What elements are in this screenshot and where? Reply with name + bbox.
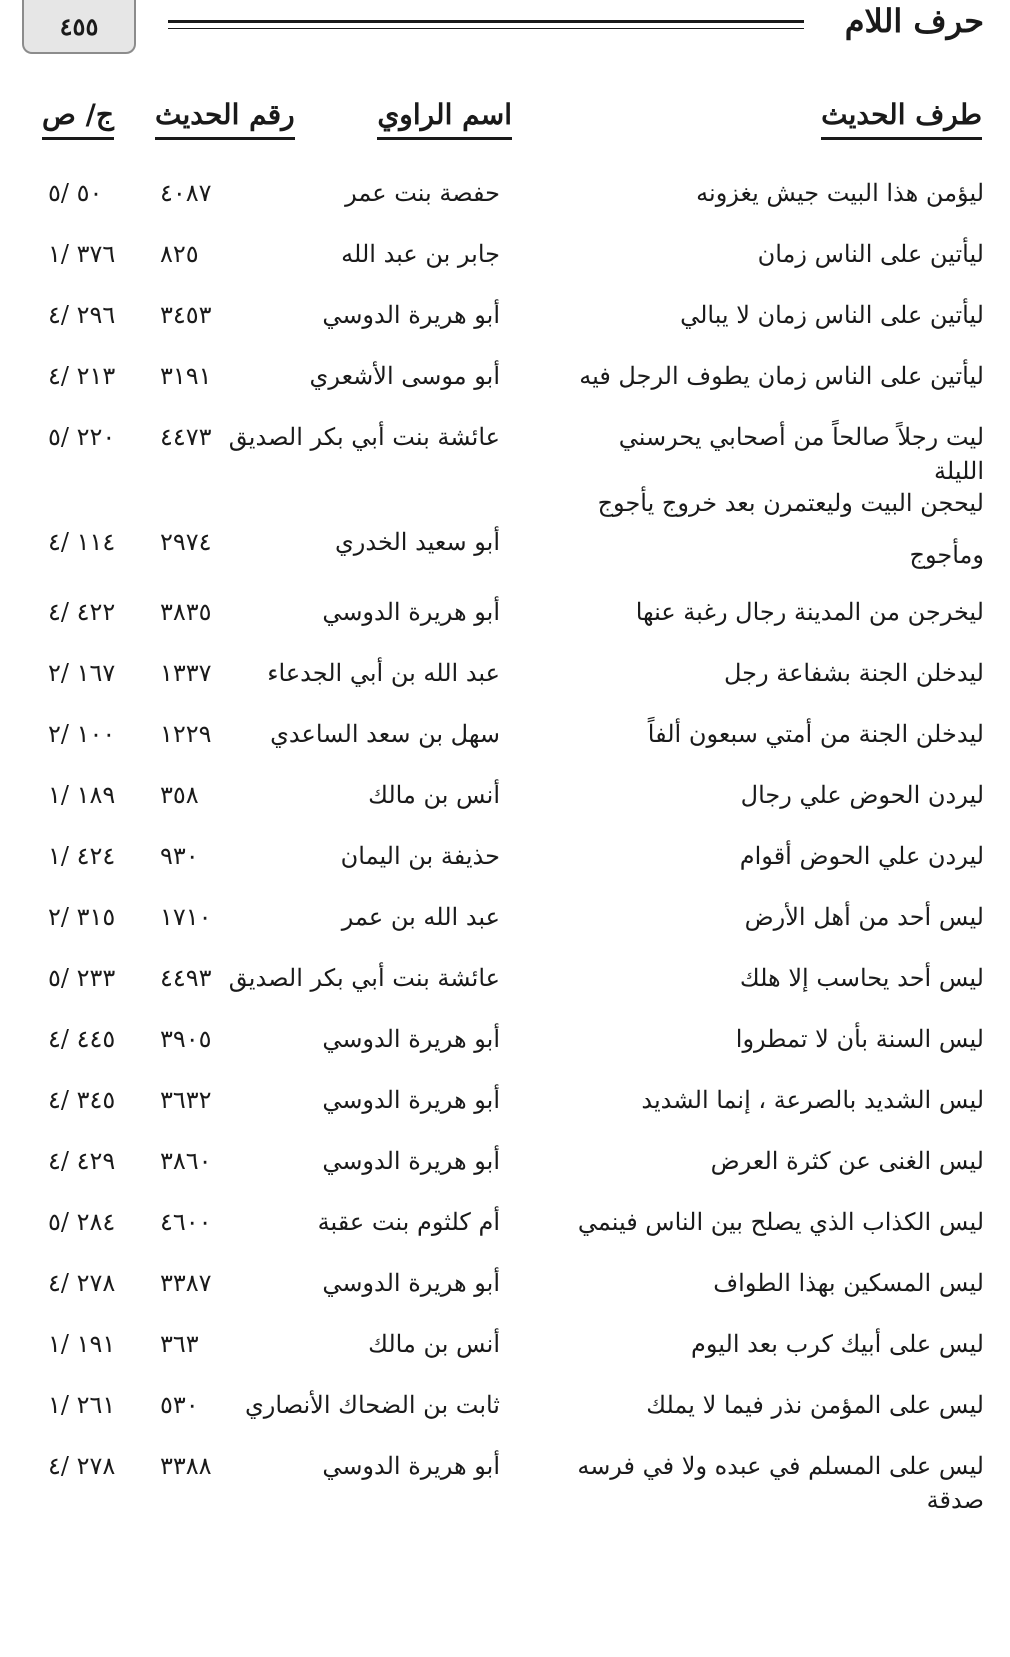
volume-page-ref: ١٨٩ /١ [48,781,116,809]
hadith-number: ٤٠٨٧ [160,179,212,207]
table-row [0,1132,1010,1193]
table-row [0,1193,1010,1254]
hadith-text: ليس الكذاب الذي يصلح بين الناس فينمي [577,1208,984,1236]
header-rule-thick [168,20,804,23]
hadith-number: ٣٥٨ [160,781,199,809]
narrator-name: عبد الله بن عمر [341,903,500,931]
hadith-number: ٢٩٧٤ [160,528,212,556]
narrator-name: حذيفة بن اليمان [340,842,500,870]
volume-page-ref: ٢٨٤ /٥ [48,1208,116,1236]
narrator-name: أبو هريرة الدوسي [322,1086,500,1114]
table-row [0,827,1010,888]
hadith-number: ٣٣٨٧ [160,1269,212,1297]
narrator-name: أنس بن مالك [368,1330,500,1358]
table-row [0,888,1010,949]
hadith-number: ٥٣٠ [160,1391,199,1419]
hadith-number: ٣٤٥٣ [160,301,212,329]
narrator-name: ثابت بن الضحاك الأنصاري [245,1391,500,1419]
chapter-title: حرف اللام [844,2,984,40]
hadith-number: ٩٣٠ [160,842,199,870]
table-row [0,225,1010,286]
hadith-number: ١٧١٠ [160,903,212,931]
table-row [0,1315,1010,1376]
hadith-number: ١٣٣٧ [160,659,212,687]
hadith-number: ٣٩٠٥ [160,1025,212,1053]
volume-page-ref: ٤٢٩ /٤ [48,1147,116,1175]
volume-page-ref: ٤٢٤ /١ [48,842,116,870]
hadith-number: ٣٣٨٨ [160,1452,212,1480]
hadith-text: ليخرجن من المدينة رجال رغبة عنها [635,598,984,626]
volume-page-ref: ٤٤٥ /٤ [48,1025,116,1053]
hadith-text: ليأتين على الناس زمان لا يبالي [680,301,984,329]
hadith-number: ٤٦٠٠ [160,1208,212,1236]
column-header-narrator: اسم الراوي [377,98,512,140]
volume-page-ref: ٤٢٢ /٤ [48,598,116,626]
hadith-number: ١٢٢٩ [160,720,212,748]
volume-page-ref: ١١٤ /٤ [48,528,116,556]
table-row [0,469,1010,583]
table-row [0,347,1010,408]
header-rule-thin [168,28,804,29]
volume-page-ref: ٢٢٠ /٥ [48,423,116,451]
narrator-name: أبو هريرة الدوسي [322,1147,500,1175]
volume-page-ref: ٢١٣ /٤ [48,362,116,390]
hadith-number: ٣٦٣٢ [160,1086,212,1114]
table-row [0,1376,1010,1437]
hadith-text: ليدخلن الجنة بشفاعة رجل [723,659,984,687]
volume-page-ref: ٢٦١ /١ [48,1391,116,1419]
table-row [0,1254,1010,1315]
hadith-text: ليس المسكين بهذا الطواف [713,1269,984,1297]
hadith-text: ليس على أبيك كرب بعد اليوم [691,1330,984,1358]
column-header-ref: ج/ ص [42,98,114,140]
volume-page-ref: ١٦٧ /٢ [48,659,116,687]
narrator-name: جابر بن عبد الله [341,240,500,268]
table-row [0,1437,1010,1514]
narrator-name: عائشة بنت أبي بكر الصديق [228,423,500,451]
column-header-number: رقم الحديث [155,98,295,140]
narrator-name: أنس بن مالك [368,781,500,809]
volume-page-ref: ٥٠ /٥ [48,179,103,207]
page-number: ٤٥٥ [22,0,136,54]
narrator-name: أبو هريرة الدوسي [322,301,500,329]
table-row [0,644,1010,705]
volume-page-ref: ٣٧٦ /١ [48,240,116,268]
hadith-text: ليدخلن الجنة من أمتي سبعون ألفاً [647,720,984,748]
narrator-name: أبو سعيد الخدري [335,528,500,556]
hadith-text: ليأتين على الناس زمان [757,240,984,268]
hadith-text: ليس أحد من أهل الأرض [744,903,984,931]
volume-page-ref: ٣١٥ /٢ [48,903,116,931]
hadith-number: ٤٤٧٣ [160,423,212,451]
hadith-number: ٣٨٦٠ [160,1147,212,1175]
narrator-name: أبو هريرة الدوسي [322,1269,500,1297]
hadith-text: ليحجن البيت وليعتمرن بعد خروج يأجوج ومأجوج [597,489,984,569]
narrator-name: سهل بن سعد الساعدي [270,720,500,748]
hadith-number: ٣١٩١ [160,362,212,390]
volume-page-ref: ٢٧٨ /٤ [48,1269,116,1297]
narrator-name: أبو موسى الأشعري [309,362,500,390]
hadith-number: ٤٤٩٣ [160,964,212,992]
hadith-number: ٣٨٣٥ [160,598,212,626]
hadith-text: ليؤمن هذا البيت جيش يغزونه [696,179,984,207]
index-table [0,164,1010,1514]
table-row [0,766,1010,827]
volume-page-ref: ٢٣٣ /٥ [48,964,116,992]
hadith-number: ٨٢٥ [160,240,199,268]
hadith-text: ليت رجلاً صالحاً من أصحابي يحرسني الليلة [618,423,984,485]
narrator-name: أبو هريرة الدوسي [322,598,500,626]
volume-page-ref: ٢٧٨ /٤ [48,1452,116,1480]
table-row [0,1010,1010,1071]
table-row [0,286,1010,347]
volume-page-ref: ٣٤٥ /٤ [48,1086,116,1114]
hadith-text: ليس الشديد بالصرعة ، إنما الشديد [641,1086,984,1114]
narrator-name: أم كلثوم بنت عقبة [317,1208,500,1236]
narrator-name: أبو هريرة الدوسي [322,1452,500,1480]
column-header-hadith: طرف الحديث [821,98,982,140]
volume-page-ref: ١٠٠ /٢ [48,720,116,748]
table-row [0,705,1010,766]
table-row [0,949,1010,1010]
table-row [0,583,1010,644]
narrator-name: حفصة بنت عمر [345,179,500,207]
hadith-text: ليس على المؤمن نذر فيما لا يملك [646,1391,984,1419]
table-row [0,1071,1010,1132]
hadith-text: ليس على المسلم في عبده ولا في فرسه صدقة [577,1452,984,1514]
volume-page-ref: ١٩١ /١ [48,1330,116,1358]
volume-page-ref: ٢٩٦ /٤ [48,301,116,329]
hadith-text: ليس السنة بأن لا تمطروا [735,1025,984,1053]
hadith-text: ليس الغنى عن كثرة العرض [710,1147,984,1175]
narrator-name: عائشة بنت أبي بكر الصديق [228,964,500,992]
hadith-text: ليردن الحوض علي رجال [740,781,984,809]
hadith-text: ليردن علي الحوض أقوام [739,842,984,870]
narrator-name: عبد الله بن أبي الجدعاء [267,659,500,687]
hadith-text: ليأتين على الناس زمان يطوف الرجل فيه [579,362,984,390]
hadith-text: ليس أحد يحاسب إلا هلك [739,964,984,992]
table-row [0,408,1010,485]
table-row [0,164,1010,225]
hadith-number: ٣٦٣ [160,1330,199,1358]
narrator-name: أبو هريرة الدوسي [322,1025,500,1053]
